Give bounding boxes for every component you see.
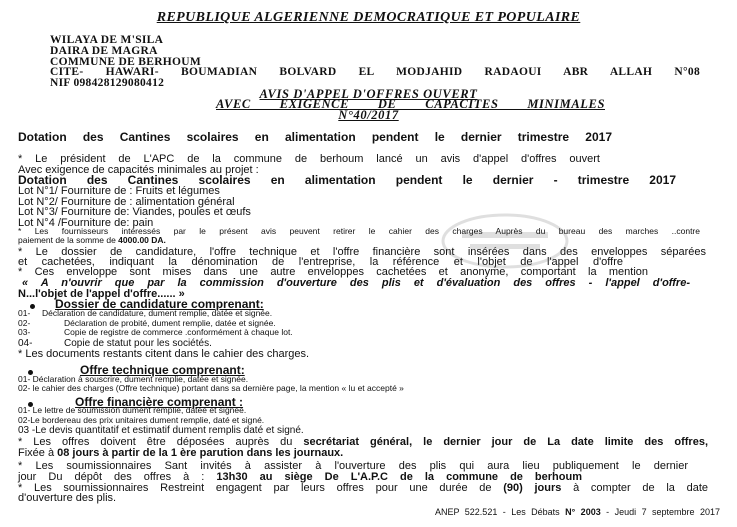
engagement-line: d'ouverture des plis. [18, 492, 117, 504]
technique-item: 02- le cahier des charges (Offre technique) portant dans sa dernière page, la mention « lu et accepté » [18, 383, 404, 393]
engagement-duration: (90) jours [503, 482, 562, 494]
technique-item: 01- Déclaration à souscrire, dument remplie, datée et signée. [18, 374, 249, 384]
project-title: Dotation des Cantines scolaires en alimentation pendent le dernier - trimestre 2017 [18, 173, 676, 187]
envelope-line: et cachetées, indiquant la dénomination de l'entreprise, la référence et l'objet de l'appel d'offre [18, 256, 623, 268]
footer-ref: ANEP 522.521 - Les Débats [435, 507, 566, 517]
cahier-payment [18, 236, 166, 245]
lot-item: Lot N°4 /Fourniture de: pain [18, 217, 154, 229]
dossier-item: Déclaration de probité, dument remplie, datée et signée. [64, 318, 276, 328]
dossier-item: Copie de statut pour les sociétés. [64, 338, 212, 349]
footer-issue: N° 2003 [565, 507, 601, 517]
item-number: 03- [18, 327, 31, 337]
ouverture-line: * Les soumissionnaires Sant invités à assister à l'ouverture des plis qui aura lieu publiquement le dernier [18, 460, 688, 472]
lot-item: Lot N°1/ Fourniture de : Fruits et légumes [18, 185, 220, 197]
issuer-address: CITE- HAWARI- BOUMADIAN BOLVARD EL MODJAHID RADAOUI ABR ALLAH N°08 [50, 66, 700, 78]
cahier-line: * Les fournisseurs intéressés par le présent avis peuvent retirer le cahier des charges Auprès du bureau des marches ..contre [18, 226, 700, 236]
notice-object: Dotation des Cantines scolaires en alimentation pendent le dernier trimestre 2017 [18, 130, 612, 144]
depot-deadline-text: Fixée à [18, 447, 58, 459]
notice-title: AVIS D'APPEL D'OFFRES OUVERT [259, 87, 478, 101]
issuer-nif: NIF 098428129080412 [50, 77, 165, 89]
envelope-mention: N...l'objet de l'appel d'offre...... » [18, 288, 185, 300]
depot-deadline [18, 447, 343, 459]
technique-heading: Offre technique comprenant: [80, 363, 245, 377]
dossier-note: * Les documents restants citent dans le cahier des charges. [18, 348, 310, 360]
dossier-item: Déclaration de candidature, dument remplie, datée et signée. [42, 308, 273, 318]
envelope-line: * Ces enveloppe sont mises dans une autre enveloppes cachetées et anonyme, comportant la mention [18, 266, 648, 278]
footer-date: - Jeudi 7 septembre 2017 [600, 507, 721, 517]
ouverture-text: jour Du dépôt des offres à : [18, 471, 217, 483]
envelope-mention: « A n'ouvrir que par la commission d'ouverture des plis et d'évaluation des offres - l'appel d'offre- [22, 277, 690, 289]
publication-footer [435, 508, 720, 518]
financiere-item: 01- Le lettre de soumission dument remplie, datée et signée. [18, 405, 247, 415]
intro-line: Avec exigence de capacités minimales au projet : [18, 164, 259, 176]
financiere-heading: Offre financière comprenant : [75, 395, 244, 409]
ouverture-time-place: 13h30 au siège De L'A.P.C de la commune de berhoum [216, 471, 582, 483]
item-number: 01- [18, 308, 31, 318]
engagement-text: * Les soumissionnaires Restreint engagent par leurs offres pour une durée de [18, 482, 504, 494]
notice-number: N°40/2017 [338, 108, 399, 122]
intro-line: * Le président de L'APC de la commune de berhoum lancé un avis d'appel d'offres ouvert [18, 153, 600, 165]
bullet-icon [30, 304, 35, 309]
issuer-daira: DAIRA DE MAGRA [50, 45, 158, 57]
engagement-line [18, 482, 708, 494]
depot-place: secrétariat général, le dernier jour de La date limite des offres, [303, 436, 708, 448]
watermark-logo [440, 212, 570, 270]
issuer-wilaya: WILAYA DE M'SILA [50, 34, 164, 46]
notice-subtitle: AVEC EXIGENCE DE CAPACITES MINIMALES [216, 97, 605, 111]
cahier-payment-text: paiement de la somme de [18, 235, 119, 245]
financiere-item: 03 -Le devis quantitatif et estimatif dument remplis daté et signé. [18, 425, 304, 436]
lot-item: Lot N°2/ Fourniture de : alimentation général [18, 196, 235, 208]
dossier-heading: Dossier de candidature comprenant: [55, 297, 264, 311]
envelope-line: * Le dossier de candidature, l'offre technique et l'offre financière sont insérées dans des enveloppes séparées [18, 246, 706, 258]
financiere-item: 02-Le bordereau des prix unitaires dument remplie, daté et signé. [18, 415, 265, 425]
item-number: 02- [18, 318, 31, 328]
depot-deadline-value: 08 jours à partir de la 1 ère parution dans les journaux. [57, 447, 344, 459]
dossier-item: Copie de registre de commerce .conformément à chaque lot. [64, 327, 293, 337]
issuer-commune: COMMUNE DE BERHOUM [50, 56, 202, 68]
republic-header: REPUBLIQUE ALGERIENNE DEMOCRATIQUE ET POPULAIRE [156, 10, 581, 25]
depot-text: * Les offres doivent être déposées auprès du [18, 436, 304, 448]
cahier-amount: 4000.00 DA. [118, 235, 166, 245]
item-number: 04- [18, 338, 33, 349]
lot-item: Lot N°3/ Fourniture de: Viandes, poules et œufs [18, 206, 251, 218]
engagement-text: à compter de la date [561, 482, 709, 494]
